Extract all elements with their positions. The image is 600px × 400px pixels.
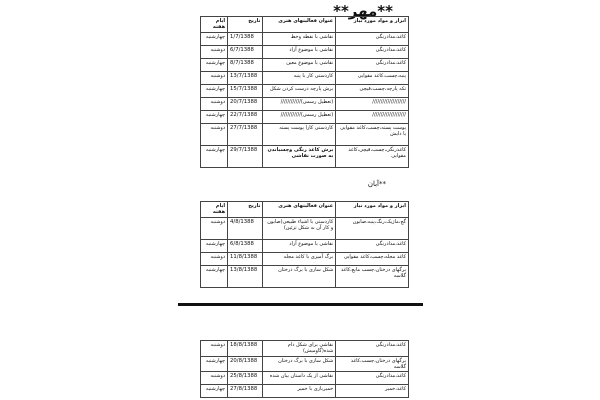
cell-materials: کاغذ،مدادرنگی [336, 341, 409, 357]
cell-materials: کاغذ،مدادرنگی [336, 372, 409, 385]
cell-materials: کاغذرنگی،چسب،قیچی،کاغذ مقوایی [336, 145, 409, 167]
cell-activity: کاردستی کارا پوست پسته [263, 123, 336, 145]
table-row [201, 341, 409, 357]
cell-materials: //////////////////// [336, 97, 409, 110]
cell-activity: نقاشی برای شکل دام شده(گاومیش) [263, 341, 336, 357]
cell-weekday: چهارشنبه [201, 145, 228, 167]
cell-activity: (تعطیل رسمی)//////////// [263, 97, 336, 110]
cell-activity: نقاشی با موضوع معین [263, 58, 336, 71]
cell-activity: برش کاغذ رنگی وچسباندن به صورت نقاشی [263, 145, 336, 167]
schedule-table-mehr [200, 16, 409, 168]
table-header-row [201, 17, 409, 33]
cell-materials: کاغذ مجله،چسب،کاغذ مقوایی [336, 252, 409, 265]
cell-activity: برش پارچه درست کردن شکل [263, 84, 336, 97]
cell-materials: تکه پارچه،چسب،قیچی [336, 84, 409, 97]
cell-weekday: چهارشنبه [201, 265, 228, 287]
table-row [201, 123, 409, 145]
schedule-table-aban [200, 201, 409, 288]
cell-weekday: دوشنبه [201, 71, 228, 84]
cell-materials: پنبه،چسب،کاغذ مقوایی [336, 71, 409, 84]
cell-date: 13/7/1388 [228, 71, 263, 84]
cell-date: 13/8/1388 [228, 265, 263, 287]
cell-weekday: دوشنبه [201, 252, 228, 265]
cell-weekday: دوشنبه [201, 217, 228, 239]
table-header-row [201, 202, 409, 218]
cell-weekday: دوشنبه [201, 341, 228, 357]
cell-activity: (تعطیل رسمی)//////////// [263, 110, 336, 123]
cell-date: 15/7/1388 [228, 84, 263, 97]
cell-date: 22/7/1388 [228, 110, 263, 123]
cell-date: 4/8/1388 [228, 217, 263, 239]
cell-date: 8/7/1388 [228, 58, 263, 71]
cell-weekday: دوشنبه [201, 97, 228, 110]
cell-materials: پوست پسته،چسب،کاغذ مقوایی یا دایش [336, 123, 409, 145]
cell-materials: برگهای درختان،چسب،کاغذ گلاسه [336, 356, 409, 372]
table-row [201, 110, 409, 123]
cell-date: 29/7/1388 [228, 145, 263, 167]
cell-activity: برگ آمیزی با کاغذ مجله [263, 252, 336, 265]
table-row [201, 372, 409, 385]
header-materials: ابزار و مواد مورد نیاز [336, 202, 409, 218]
section-title-mehr: **مهر** [333, 2, 393, 20]
cell-date: 27/7/1388 [228, 123, 263, 145]
table-row [201, 217, 409, 239]
cell-materials: برگهای درختان،چسب مایع،کاغذ گلاسه [336, 265, 409, 287]
cell-weekday: چهارشنبه [201, 356, 228, 372]
cell-activity: کاردستی با اشیاء طبیعی(صابون و کار آن به شکل تزئین) [263, 217, 336, 239]
cell-date: 27/8/1388 [228, 385, 263, 398]
table-row [201, 58, 409, 71]
cell-materials: کاغذ،مدادرنگی [336, 45, 409, 58]
table-row [201, 45, 409, 58]
table-row [201, 239, 409, 252]
cell-date: 25/8/1388 [228, 372, 263, 385]
cell-materials: کاغذ،مدادرنگی [336, 32, 409, 45]
schedule-table-aban-continued [200, 340, 409, 398]
section-title-aban: **آبان [367, 180, 386, 188]
cell-materials: //////////////////// [336, 110, 409, 123]
cell-materials: کاغذ،خمیر [336, 385, 409, 398]
cell-materials: کاغذ،مدادرنگی [336, 239, 409, 252]
cell-date: 1/7/1388 [228, 32, 263, 45]
cell-weekday: چهارشنبه [201, 110, 228, 123]
page-break-divider [178, 303, 423, 306]
header-weekday: ایام هفته [201, 202, 228, 218]
table-row [201, 84, 409, 97]
cell-materials: کاغذ،مدادرنگی [336, 58, 409, 71]
table-row [201, 385, 409, 398]
header-activity: عنوان فعالیتهای هنری [263, 202, 336, 218]
cell-weekday: چهارشنبه [201, 385, 228, 398]
cell-date: 6/7/1388 [228, 45, 263, 58]
table-row [201, 71, 409, 84]
cell-activity: نقاشی با موضوع آزاد [263, 45, 336, 58]
cell-activity: نقاشی با موضوع آزاد [263, 239, 336, 252]
header-date: تاریخ [228, 202, 263, 218]
cell-activity: خمیربازی با خمیر [263, 385, 336, 398]
cell-date: 20/7/1388 [228, 97, 263, 110]
cell-activity: نقاشی با نقطه وخط [263, 32, 336, 45]
cell-date: 18/8/1388 [228, 341, 263, 357]
table-row [201, 252, 409, 265]
header-weekday: ایام هفته [201, 17, 228, 33]
cell-weekday: چهارشنبه [201, 58, 228, 71]
table-row [201, 97, 409, 110]
cell-weekday: چهارشنبه [201, 239, 228, 252]
cell-activity: نقاشی از یک داستان بیان شده [263, 372, 336, 385]
table-row [201, 265, 409, 287]
cell-weekday: دوشنبه [201, 45, 228, 58]
cell-weekday: دوشنبه [201, 372, 228, 385]
cell-activity: کاردستی کار با پنبه [263, 71, 336, 84]
cell-date: 20/8/1388 [228, 356, 263, 372]
cell-date: 6/8/1388 [228, 239, 263, 252]
cell-weekday: چهارشنبه [201, 84, 228, 97]
cell-weekday: دوشنبه [201, 123, 228, 145]
table-row [201, 32, 409, 45]
header-date: تاریخ [228, 17, 263, 33]
table-row [201, 145, 409, 167]
cell-activity: شکل سازی با برگ درختان [263, 356, 336, 372]
cell-activity: شکل سازی با برگ درختان [263, 265, 336, 287]
header-materials: ابزار و مواد مورد نیاز [336, 17, 409, 33]
cell-weekday: چهارشنبه [201, 32, 228, 45]
cell-materials: گچ،ماژیک،رنگ،پنبه،صابون [336, 217, 409, 239]
cell-date: 11/8/1388 [228, 252, 263, 265]
header-activity: عنوان فعالیتهای هنری [263, 17, 336, 33]
table-row [201, 356, 409, 372]
